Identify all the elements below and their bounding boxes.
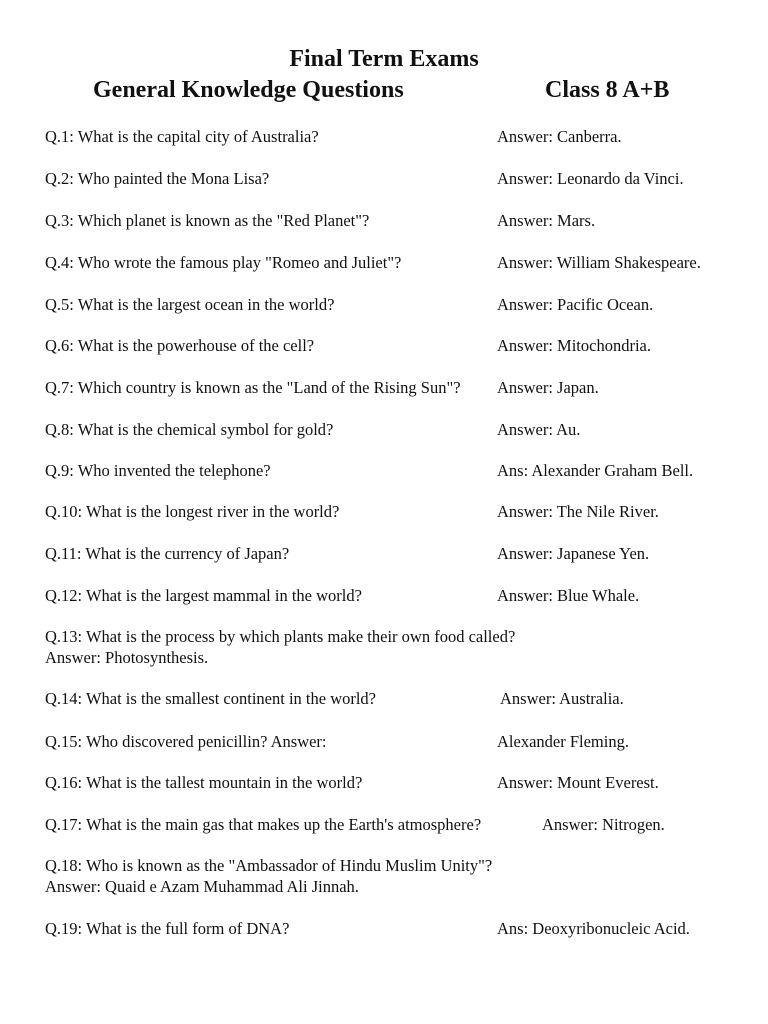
question-12: Q.12: What is the largest mammal in the world?	[45, 586, 362, 605]
answer-1: Answer: Canberra.	[497, 127, 622, 146]
question-8: Q.8: What is the chemical symbol for gold?	[45, 420, 334, 439]
class-label: Class 8 A+B	[545, 77, 670, 103]
answer-9: Ans: Alexander Graham Bell.	[497, 461, 694, 480]
question-7: Q.7: Which country is known as the "Land of the Rising Sun"?	[45, 378, 461, 397]
answer-12: Answer: Blue Whale.	[497, 586, 640, 605]
question-6: Q.6: What is the powerhouse of the cell?	[45, 336, 315, 355]
answer-2: Answer: Leonardo da Vinci.	[497, 169, 684, 188]
question-10: Q.10: What is the longest river in the world?	[45, 502, 340, 521]
answer-19: Ans: Deoxyribonucleic Acid.	[497, 919, 690, 938]
question-19: Q.19: What is the full form of DNA?	[45, 919, 290, 938]
answer-17: Answer: Nitrogen.	[542, 815, 665, 834]
answer-8: Answer: Au.	[497, 420, 581, 439]
question-9: Q.9: Who invented the telephone?	[45, 461, 271, 480]
answer-7: Answer: Japan.	[497, 378, 599, 397]
question-2: Q.2: Who painted the Mona Lisa?	[45, 169, 270, 188]
answer-16: Answer: Mount Everest.	[497, 773, 659, 792]
answer-5: Answer: Pacific Ocean.	[497, 295, 654, 314]
answer-14: Answer: Australia.	[500, 689, 624, 708]
answer-13: Answer: Photosynthesis.	[45, 648, 209, 667]
question-11: Q.11: What is the currency of Japan?	[45, 544, 290, 563]
question-17: Q.17: What is the main gas that makes up the Earth's atmosphere?	[45, 815, 482, 834]
answer-10: Answer: The Nile River.	[497, 502, 659, 521]
page-title: Final Term Exams	[289, 46, 479, 72]
answer-4: Answer: William Shakespeare.	[497, 253, 701, 272]
question-1: Q.1: What is the capital city of Australia?	[45, 127, 319, 146]
question-13: Q.13: What is the process by which plants make their own food called?	[45, 627, 516, 646]
question-18: Q.18: Who is known as the "Ambassador of Hindu Muslim Unity"?	[45, 856, 493, 875]
question-4: Q.4: Who wrote the famous play "Romeo and Juliet"?	[45, 253, 402, 272]
answer-3: Answer: Mars.	[497, 211, 596, 230]
question-15: Q.15: Who discovered penicillin? Answer:	[45, 732, 327, 751]
page-subtitle: General Knowledge Questions	[93, 77, 404, 103]
question-3: Q.3: Which planet is known as the "Red Planet"?	[45, 211, 370, 230]
question-14: Q.14: What is the smallest continent in the world?	[45, 689, 377, 708]
answer-15: Alexander Fleming.	[497, 732, 629, 751]
question-5: Q.5: What is the largest ocean in the world?	[45, 295, 335, 314]
answer-18: Answer: Quaid e Azam Muhammad Ali Jinnah.	[45, 877, 359, 896]
question-16: Q.16: What is the tallest mountain in the world?	[45, 773, 363, 792]
answer-11: Answer: Japanese Yen.	[497, 544, 650, 563]
answer-6: Answer: Mitochondria.	[497, 336, 651, 355]
